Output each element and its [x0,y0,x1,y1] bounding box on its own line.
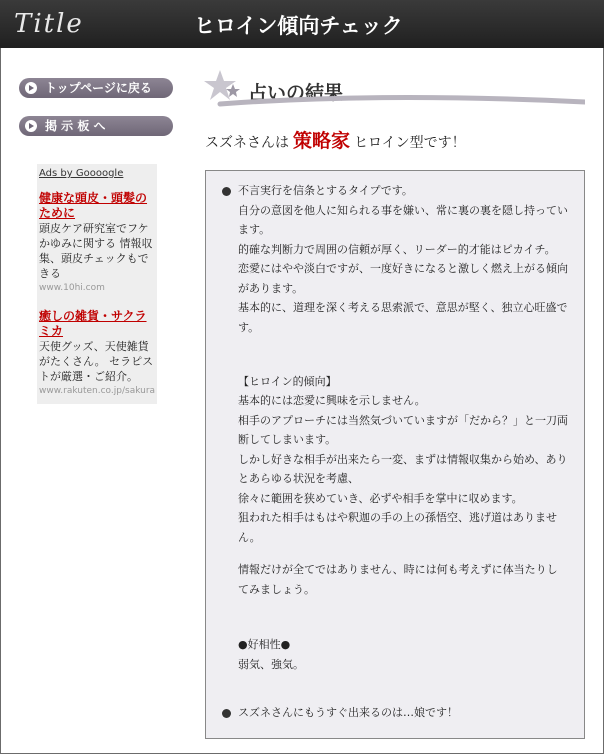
advice-text: 情報だけが全てではありません、時には何も考えずに体当たりしてみましょう。 [238,563,558,596]
section-underline [200,88,585,108]
compat-heading: ●好相性● [238,638,291,651]
compat-text: 弱気、強気。 [238,658,304,671]
site-logo[interactable]: Title [14,9,84,39]
ad-body: 天使グッズ、天使雑貨がたくさん。 セラピストが厳選・ご紹介。 [39,340,154,383]
ad-item[interactable] [39,191,157,296]
ad-title[interactable]: 健康な頭皮・頭髪のために [39,191,148,220]
personality-text: 不言実行を信条とするタイプです。 自分の意図を他人に知られる事を嫌い、常に裏の裏を隠し持っています。 的確な判断力で周囲の信頼が厚く、リーダー的才能はピカイチ。 恋愛にはやや淡白ですが、一度好きになると激しく燃え上がる傾向があります。 基本的に、道理を深く考える思索派で、意思が堅く、独立心旺盛です。 [238,184,568,334]
bullet-icon [222,709,231,718]
heroine-heading: 【ヒロイン的傾向】 [238,375,337,388]
ad-item[interactable] [39,309,157,399]
result-suffix: ヒロイン型です！ [354,135,466,151]
result-prefix: スズネさんは [205,135,289,151]
footer-text: スズネさんにもうすぐ出来るのは…娘です！ [238,706,458,719]
arrow-right-icon [25,82,37,94]
section-title: 占いの結果 [248,82,344,104]
section-header [200,68,585,110]
ad-title[interactable]: 癒しの雑貨・サクラミカ [39,309,147,338]
ad-panel [37,164,157,404]
result-type: 策略家 [293,130,351,152]
ads-by-link[interactable]: Ads by Goooogle [39,168,124,179]
header-bar [0,0,604,48]
bbs-button[interactable] [19,116,173,136]
bullet-icon [222,187,231,196]
ad-body: 頭皮ケア研究室でフケかゆみに関する 情報収集、頭皮チェックもできる [39,222,153,280]
arrow-right-icon [25,120,37,132]
ad-url[interactable]: www.rakuten.co.jp/sakura [39,386,156,396]
top-page-label: トップページに戻る [45,81,152,95]
heroine-text: 基本的には恋愛に興味を示しません。 相手のアプローチには当然気づいていますが「だから？」と一刀両断してしまいます。 しかし好きな相手が出来たら一変、まずは情報収集から始め、ありとあらゆる状況を考慮、 徐々に範囲を狭めていき、必ずや相手を掌中に収めます。 狙われた相手はもはや釈迦の手の上の孫悟空、逃げ道はありません。 [238,394,568,544]
bbs-label: 掲 示 板 へ [45,119,106,133]
page-title: ヒロイン傾向チェック [194,14,403,38]
ad-url[interactable]: www.10hi.com [39,283,105,293]
top-page-button[interactable] [19,78,173,98]
result-line [205,126,466,153]
result-box [205,170,585,739]
